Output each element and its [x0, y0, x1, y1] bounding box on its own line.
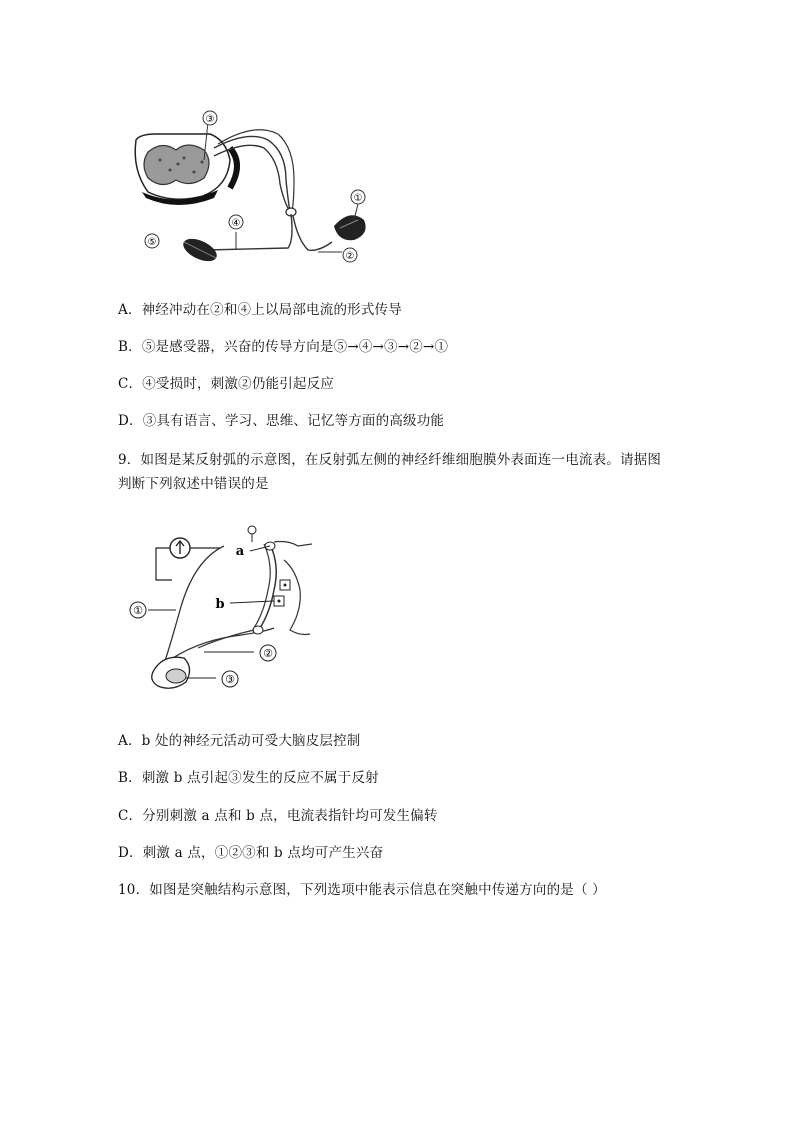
reflex-arc-figure-q8 [118, 100, 380, 270]
label-b: b [215, 597, 225, 612]
q8-option-a: A．神经冲动在②和④上以局部电流的形式传导 [118, 302, 402, 318]
q9-stem-line2: 判断下列叙述中错误的是 [118, 476, 269, 492]
label-2: ② [345, 251, 355, 262]
label-3: ③ [205, 114, 215, 125]
label-4: ④ [231, 218, 241, 229]
q8-option-d: D．③具有语言、学习、思维、记忆等方面的高级功能 [118, 413, 445, 429]
q8-option-c: C．④受损时，刺激②仍能引起反应 [118, 376, 335, 392]
label-circle-3: ③ [225, 673, 235, 686]
q9-stem-line1: 9．如图是某反射弧的示意图，在反射弧左侧的神经纤维细胞膜外表面连一电流表。请据图 [118, 452, 662, 468]
label-circle-1: ① [133, 604, 143, 617]
q8-option-b: B．⑤是感受器，兴奋的传导方向是⑤→④→③→②→① [118, 339, 449, 355]
label-circle-2: ② [263, 647, 273, 660]
label-1: ① [353, 193, 363, 204]
q9-option-a: A．b 处的神经元活动可受大脑皮层控制 [118, 733, 361, 749]
q10-stem: 10．如图是突触结构示意图，下列选项中能表示信息在突触中传递方向的是（ ） [118, 882, 606, 898]
q9-option-b: B．刺激 b 点引起③发生的反应不属于反射 [118, 770, 379, 786]
label-a: a [235, 544, 245, 559]
label-5: ⑤ [147, 237, 157, 248]
q9-option-c: C．分别刺激 a 点和 b 点，电流表指针均可发生偏转 [118, 808, 438, 824]
q9-option-d: D．刺激 a 点，①②③和 b 点均可产生兴奋 [118, 845, 384, 861]
reflex-arc-figure-q9 [124, 520, 320, 698]
